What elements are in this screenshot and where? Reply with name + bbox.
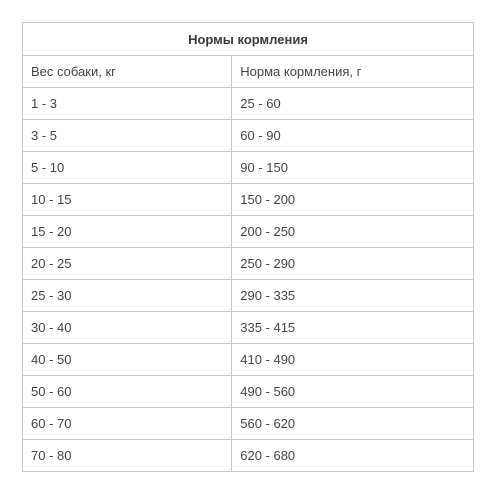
norm-cell: 620 - 680	[232, 440, 474, 472]
table-row	[23, 408, 474, 440]
norm-cell: 410 - 490	[232, 344, 474, 376]
table-title-row	[23, 23, 474, 56]
feeding-norms-table	[22, 22, 474, 472]
norm-cell: 250 - 290	[232, 248, 474, 280]
norm-cell: 335 - 415	[232, 312, 474, 344]
table-row	[23, 376, 474, 408]
weight-cell: 5 - 10	[23, 152, 232, 184]
norm-cell: 200 - 250	[232, 216, 474, 248]
table-row	[23, 344, 474, 376]
weight-cell: 40 - 50	[23, 344, 232, 376]
weight-cell: 30 - 40	[23, 312, 232, 344]
table-row	[23, 312, 474, 344]
weight-cell: 15 - 20	[23, 216, 232, 248]
norm-cell: 560 - 620	[232, 408, 474, 440]
table-title: Нормы кормления	[23, 23, 474, 56]
norm-cell: 90 - 150	[232, 152, 474, 184]
norm-cell: 150 - 200	[232, 184, 474, 216]
table-header-row	[23, 56, 474, 88]
weight-cell: 60 - 70	[23, 408, 232, 440]
table-row	[23, 280, 474, 312]
table-row	[23, 152, 474, 184]
weight-cell: 3 - 5	[23, 120, 232, 152]
weight-cell: 50 - 60	[23, 376, 232, 408]
header-dog-weight: Вес собаки, кг	[23, 56, 232, 88]
weight-cell: 10 - 15	[23, 184, 232, 216]
norm-cell: 25 - 60	[232, 88, 474, 120]
table-row	[23, 88, 474, 120]
table-row	[23, 216, 474, 248]
norm-cell: 290 - 335	[232, 280, 474, 312]
norm-cell: 60 - 90	[232, 120, 474, 152]
weight-cell: 25 - 30	[23, 280, 232, 312]
table-row	[23, 440, 474, 472]
weight-cell: 1 - 3	[23, 88, 232, 120]
weight-cell: 20 - 25	[23, 248, 232, 280]
norm-cell: 490 - 560	[232, 376, 474, 408]
table-row	[23, 120, 474, 152]
table-row	[23, 184, 474, 216]
weight-cell: 70 - 80	[23, 440, 232, 472]
table-row	[23, 248, 474, 280]
header-feeding-norm: Норма кормления, г	[232, 56, 474, 88]
